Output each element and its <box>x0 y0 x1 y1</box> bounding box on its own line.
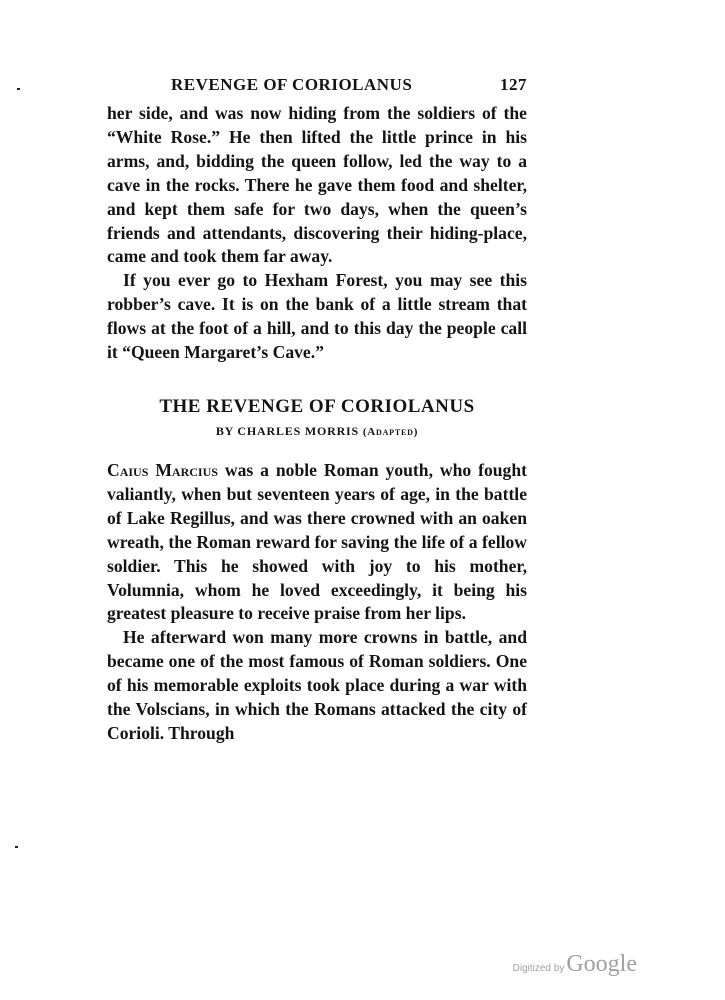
digitized-by-label: Digitized by <box>512 963 565 974</box>
story-end-paragraph-2: If you ever go to Hexham Forest, you may see this robber’s cave. It is on the bank of a little stream that flows at the foot of a hill, and to this day the people call it “Queen Margaret’s Cave.” <box>107 270 527 363</box>
body-paragraph-1-text: was a noble Roman youth, who fought valiantly, when but seventeen years of age, in the battle of Lake Regillus, and was there crowned with an oaken wreath, the Roman reward for saving the life of a fellow soldier. This he showed with joy to his mother, Volumnia, whom he loved exceedingly, it being his greatest pleasure to receive praise from her lips. <box>107 459 527 624</box>
opening-name: Caius Marcius <box>107 459 218 480</box>
book-page <box>107 72 527 746</box>
author-name: BY CHARLES MORRIS <box>215 423 359 438</box>
digitized-by-google-watermark <box>513 951 637 978</box>
story-end-paragraph-1: her side, and was now hiding from the soldiers of the “White Rose.” He then lifted the little prince in his arms, and, bidding the queen follow, led the way to a cave in the rocks. There he gave them food and shelter, and kept them safe for two days, when the queen’s friends and attendants, discovering their hiding-place, came and took them far away. <box>107 103 527 267</box>
running-header <box>107 72 527 102</box>
body-paragraph-1 <box>107 459 527 626</box>
adapted-note: (Adapted) <box>362 425 419 438</box>
scan-speck-bottom <box>15 846 18 848</box>
author-byline <box>107 424 527 439</box>
running-title: REVENGE OF CORIOLANUS <box>171 75 413 94</box>
scan-speck-top <box>17 88 20 90</box>
google-wordmark: Google <box>566 951 637 977</box>
body-paragraph-2: He afterward won many more crowns in battle, and became one of the most famous of Roman soldiers. One of his memorable exploits took place during a war with the Volscians, in which the Romans attacked the city of Corioli. Through <box>107 627 527 743</box>
section-title: THE REVENGE OF CORIOLANUS <box>159 395 475 417</box>
page-number: 127 <box>500 75 527 94</box>
